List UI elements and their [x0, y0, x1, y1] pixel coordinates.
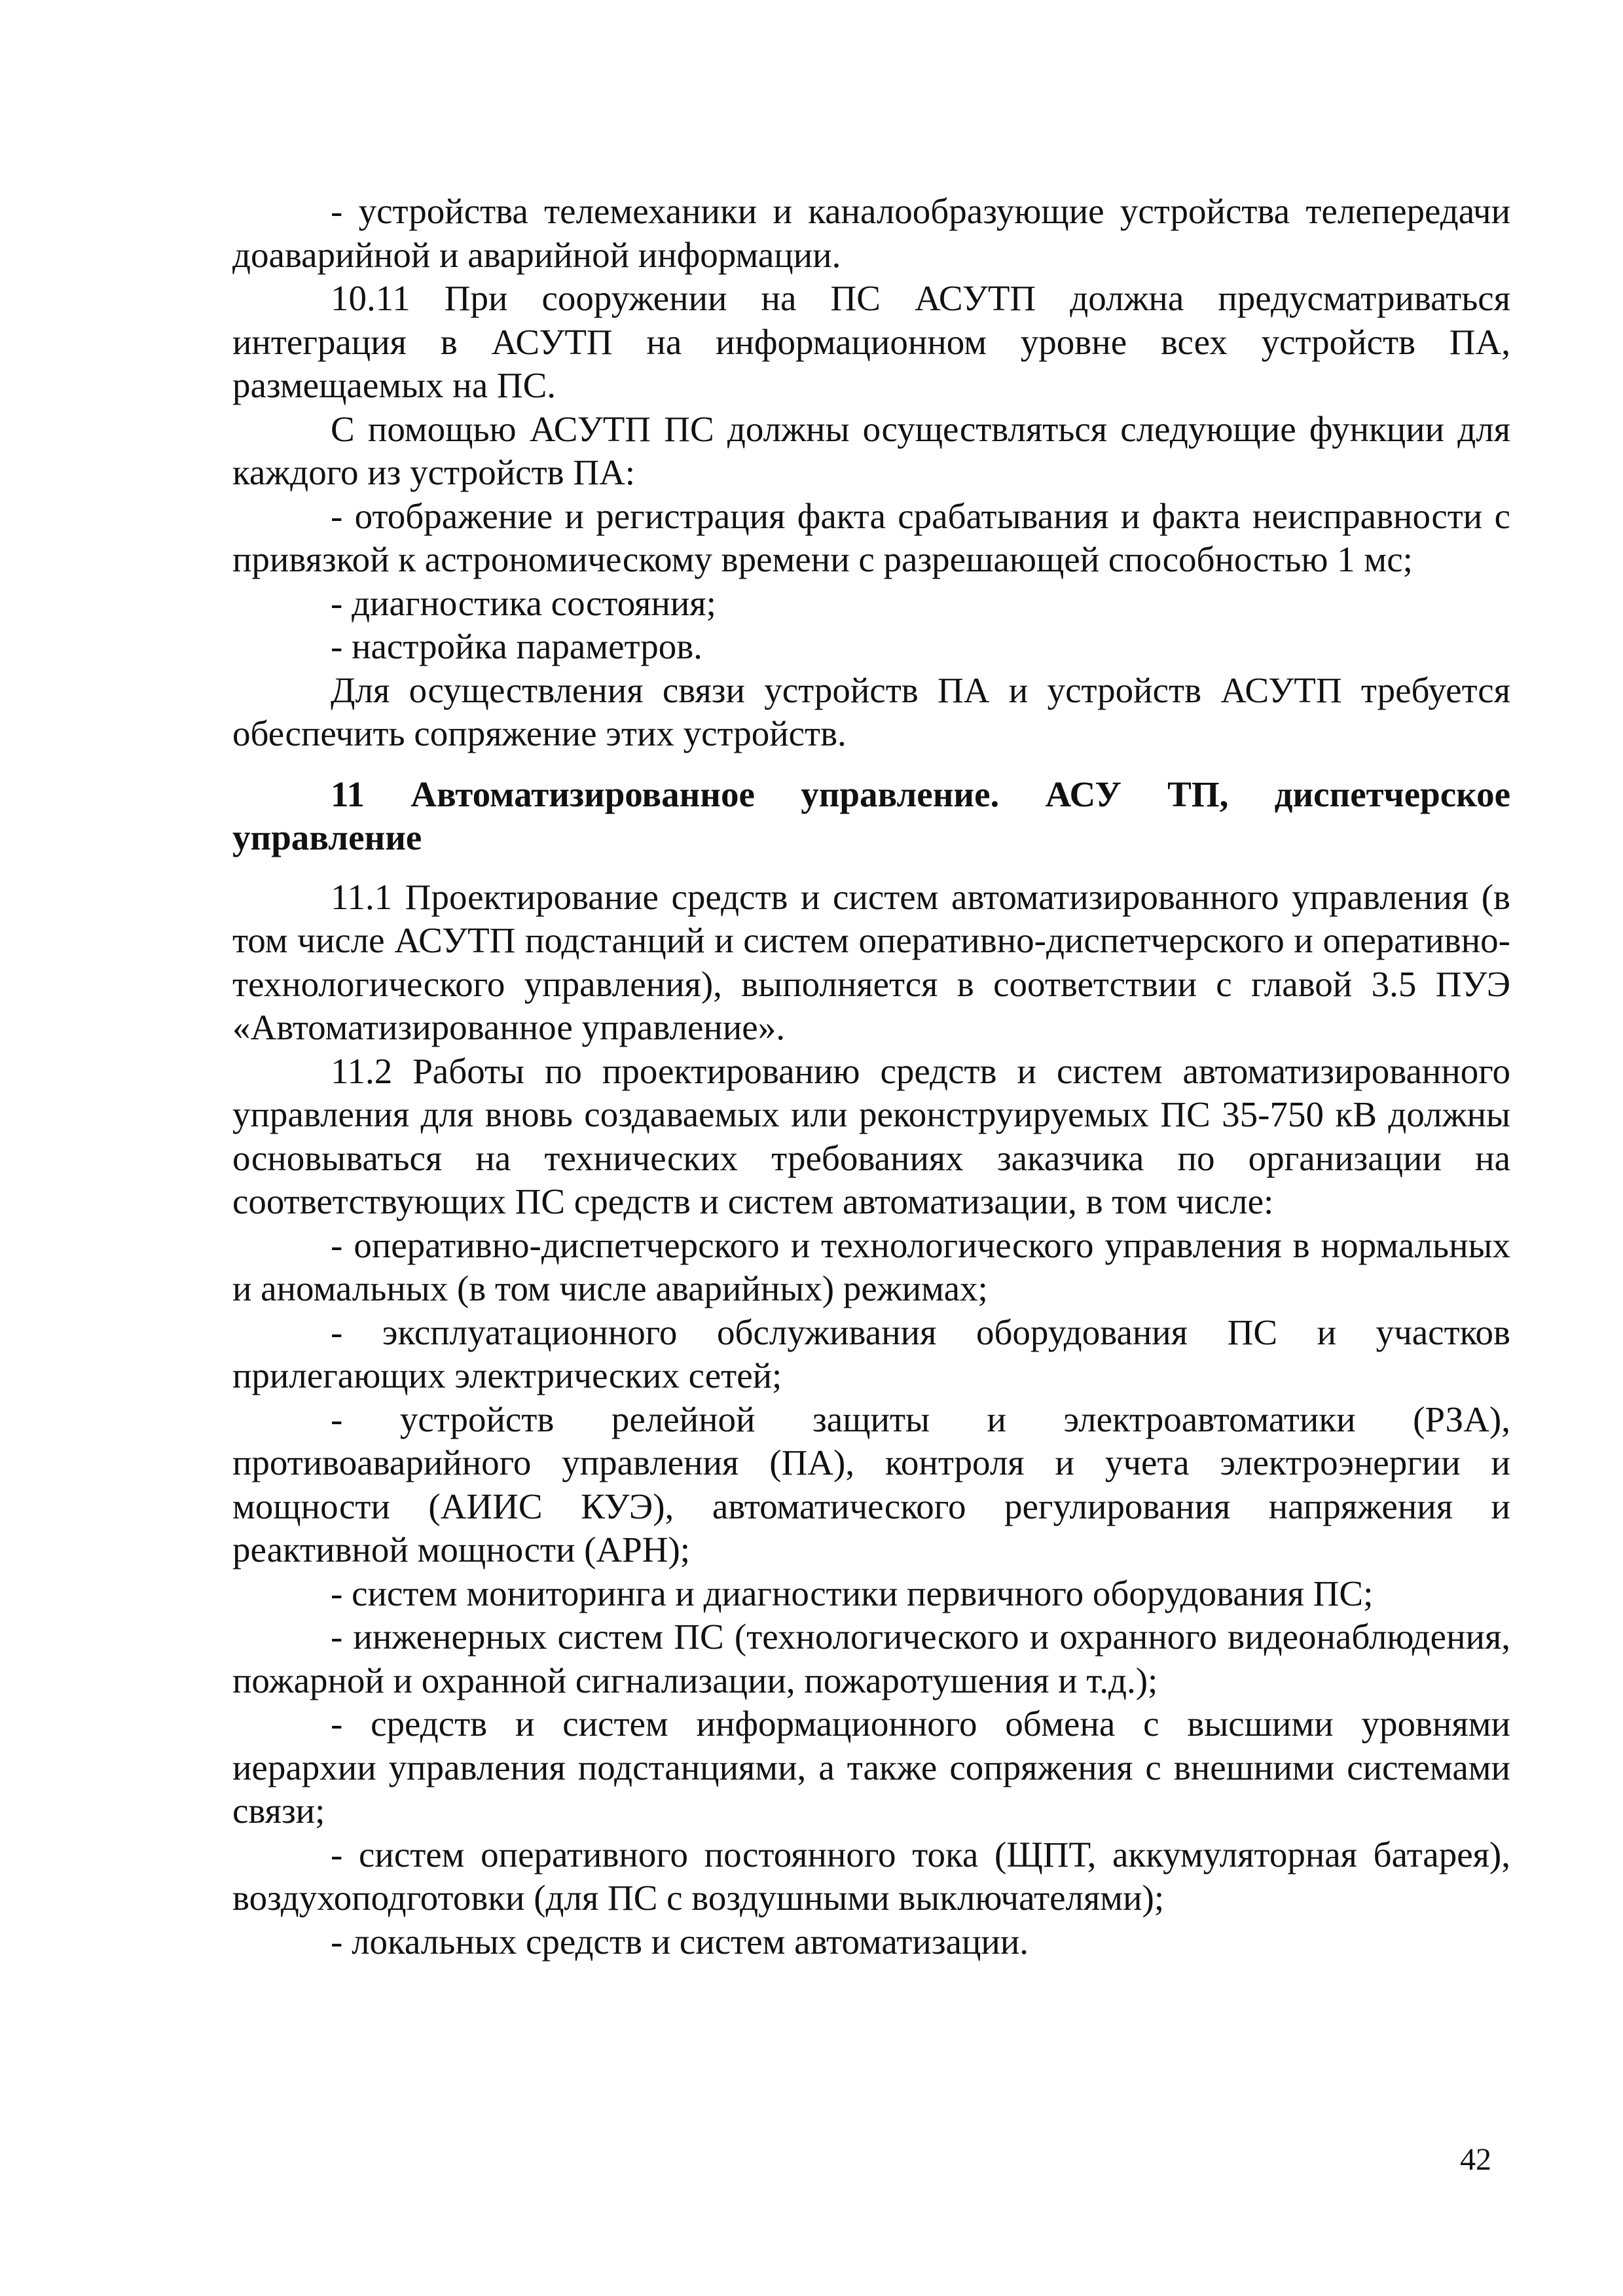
- document-page: [232, 190, 1510, 1964]
- paragraph-diagnostics: - диагностика состояния;: [331, 583, 716, 623]
- paragraph-functions-intro: С помощью АСУТП ПС должны осуществляться следующие функции для каждого из устройств ПА:: [232, 408, 1510, 492]
- list-item-local-automation: - локальных средств и систем автоматизации.: [331, 1921, 1029, 1962]
- paragraph-interface: Для осуществления связи устройств ПА и устройств АСУТП требуется обеспечить сопряжение этих устройств.: [232, 670, 1510, 753]
- list-item-relay-protection: - устройств релейной защиты и электроавтоматики (РЗА), противоаварийного управления (ПА), контроля и учета электроэнергии и мощности (АИИС КУЭ), автоматического регулирования напряжения и реактивной мощности (АРН);: [232, 1399, 1510, 1570]
- list-item-maintenance: - эксплуатационного обслуживания оборудования ПС и участков прилегающих электрических сетей;: [232, 1312, 1510, 1395]
- list-item-operational-control: - оперативно-диспетчерского и технологического управления в нормальных и аномальных (в том числе аварийных) режимах;: [232, 1225, 1510, 1308]
- list-item-information-exchange: - средств и систем информационного обмена с высшими уровнями иерархии управления подстанциями, а также сопряжения с внешними системами связи;: [232, 1704, 1510, 1831]
- paragraph-10-11: 10.11 При сооружении на ПС АСУТП должна предусматриваться интеграция в АСУТП на информационном уровне всех устройств ПА, размещаемых на ПС.: [232, 278, 1510, 405]
- list-item-dc-systems: - систем оперативного постоянного тока (ЩПТ, аккумуляторная батарея), воздухоподготовки (для ПС с воздушными выключателями);: [232, 1834, 1510, 1918]
- section-heading-11: 11 Автоматизированное управление. АСУ ТП, диспетчерское управление: [232, 774, 1510, 857]
- list-item-engineering-systems: - инженерных систем ПС (технологического и охранного видеонаблюдения, пожарной и охранной сигнализации, пожаротушения и т.д.);: [232, 1617, 1510, 1700]
- paragraph-11-2: 11.2 Работы по проектированию средств и систем автоматизированного управления для вновь создаваемых или реконструируемых ПС 35-750 кВ должны основываться на технических требованиях заказчика по организации на соответствующих ПС средств и систем автоматизации, в том числе:: [232, 1050, 1510, 1221]
- page-number: 42: [1460, 2142, 1491, 2177]
- paragraph-settings: - настройка параметров.: [331, 626, 702, 666]
- list-item-monitoring: - систем мониторинга и диагностики первичного оборудования ПС;: [331, 1573, 1374, 1613]
- paragraph-11-1: 11.1 Проектирование средств и систем автоматизированного управления (в том числе АСУТП подстанций и систем оперативно-диспетчерского и оперативно-технологического управления), выполняется в соответствии с главой 3.5 ПУЭ «Автоматизированное управление».: [232, 876, 1510, 1047]
- paragraph-telemechanics: - устройства телемеханики и каналообразующие устройства телепередачи доаварийной и аварийной информации.: [232, 191, 1510, 275]
- paragraph-display-registration: - отображение и регистрация факта срабатывания и факта неисправности с привязкой к астрономическому времени с разрешающей способностью 1 мс;: [232, 495, 1510, 579]
